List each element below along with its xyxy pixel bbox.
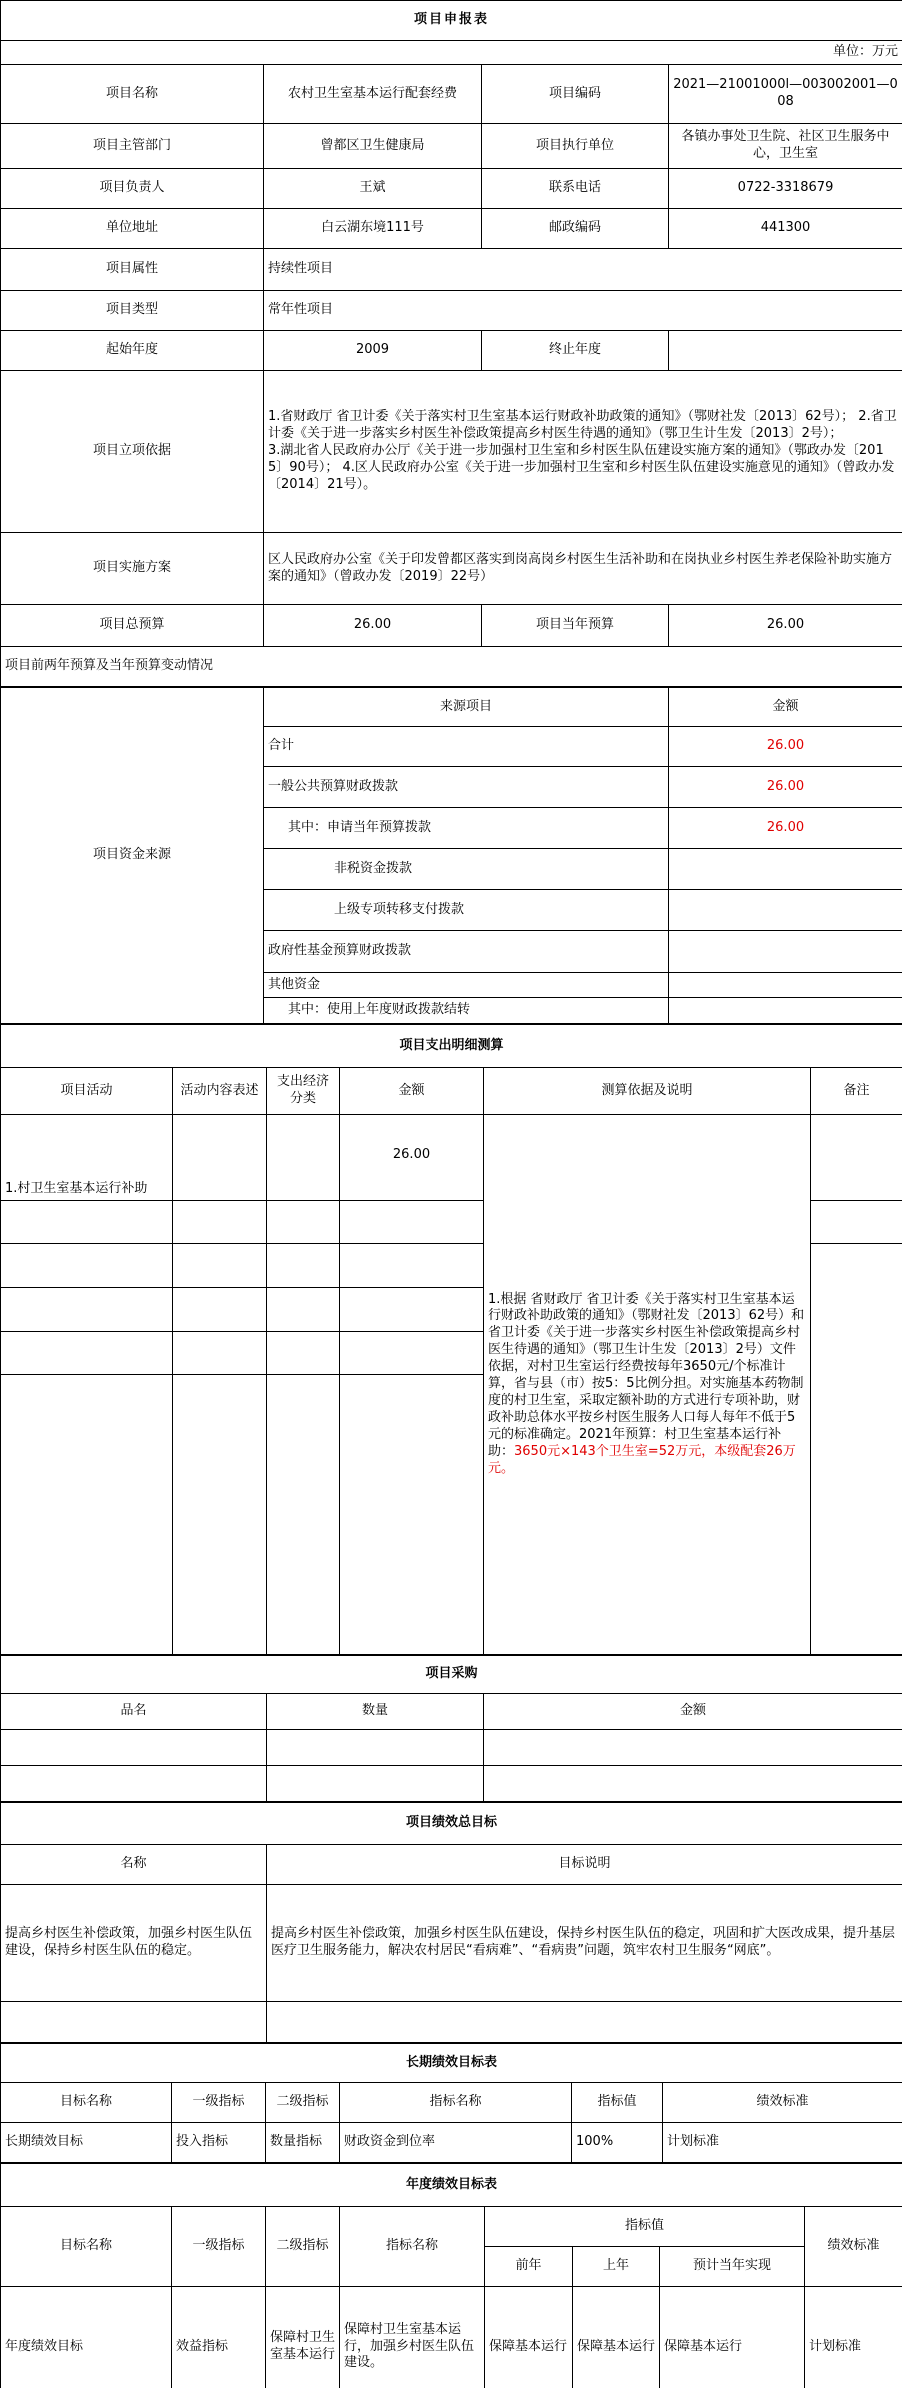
annual-l2-header: 二级指标	[266, 2207, 340, 2287]
funding-row-amount	[669, 973, 902, 998]
longterm-indicator-value: 财政资金到位率	[340, 2123, 572, 2163]
longterm-l2-value: 数量指标	[266, 2123, 340, 2163]
dept-value: 曾都区卫生健康局	[264, 124, 482, 169]
annual-section-title: 年度绩效目标表	[1, 2164, 902, 2207]
expense-basis-highlight: 3650元×143个卫生室=52万元，本级配套26万元。	[488, 1443, 796, 1476]
expense-amount-header: 金额	[340, 1068, 484, 1115]
expense-note-header: 备注	[811, 1068, 902, 1115]
funding-source-header: 来源项目	[264, 688, 669, 727]
longterm-value-value: 100%	[572, 2123, 663, 2163]
plan-label: 项目实施方案	[1, 533, 264, 605]
longterm-standard-value: 计划标准	[663, 2123, 902, 2163]
funding-row-amount	[669, 931, 902, 973]
attr-value: 持续性项目	[264, 249, 902, 291]
annual-prev2-value: 保障基本运行	[485, 2287, 573, 2388]
expense-content-cell	[173, 1115, 267, 1201]
type-label: 项目类型	[1, 291, 264, 331]
project-code-value: 2021—21001000l—003002001—008	[669, 65, 902, 124]
goal-section-title: 项目绩效总目标	[1, 1803, 902, 1845]
total-budget-label: 项目总预算	[1, 605, 264, 647]
budget-change-label: 项目前两年预算及当年预算变动情况	[1, 647, 902, 687]
annual-prev2-header: 前年	[485, 2247, 573, 2287]
attr-label: 项目属性	[1, 249, 264, 291]
annual-l1-header: 一级指标	[172, 2207, 266, 2287]
project-name-value: 农村卫生室基本运行配套经费	[264, 65, 482, 124]
annual-l1-value: 效益指标	[172, 2287, 266, 2388]
longterm-indicator-header: 指标名称	[340, 2083, 572, 2123]
longterm-l1-value: 投入指标	[172, 2123, 266, 2163]
annual-indicator-value: 保障村卫生室基本运行，加强乡村医生队伍建设。	[340, 2287, 485, 2388]
annual-expect-header: 预计当年实现	[660, 2247, 805, 2287]
funding-row-name: 非税资金拨款	[264, 849, 669, 890]
procure-name-header: 品名	[1, 1694, 267, 1730]
expense-econ-header: 支出经济分类	[267, 1068, 340, 1115]
annual-name-header: 目标名称	[1, 2207, 172, 2287]
funding-row-amount	[669, 849, 902, 890]
procurement-table	[0, 1655, 902, 1802]
goal-name-header: 名称	[1, 1845, 267, 1885]
annual-prev1-header: 上年	[573, 2247, 660, 2287]
funding-amount-header: 金额	[669, 688, 902, 727]
leader-value: 王斌	[264, 169, 482, 209]
longterm-l2-header: 二级指标	[266, 2083, 340, 2123]
phone-value: 0722-3318679	[669, 169, 902, 209]
goal-table	[0, 1802, 902, 2043]
phone-label: 联系电话	[482, 169, 669, 209]
funding-row-name: 合计	[264, 727, 669, 767]
address-value: 白云湖东境111号	[264, 209, 482, 249]
expense-activity-value: 1.村卫生室基本运行补助	[1, 1115, 173, 1201]
annual-table	[0, 2163, 902, 2388]
expense-activity-header: 项目活动	[1, 1068, 173, 1115]
end-year-value	[669, 331, 902, 371]
exec-unit-label: 项目执行单位	[482, 124, 669, 169]
annual-expect-value: 保障基本运行	[660, 2287, 805, 2388]
annual-prev1-value: 保障基本运行	[573, 2287, 660, 2388]
annual-value-header: 指标值	[485, 2207, 805, 2247]
longterm-name-header: 目标名称	[1, 2083, 172, 2123]
annual-standard-value: 计划标准	[805, 2287, 902, 2388]
expense-table	[0, 1024, 902, 1655]
annual-standard-header: 绩效标准	[805, 2207, 902, 2287]
start-year-value: 2009	[264, 331, 482, 371]
total-budget-value: 26.00	[264, 605, 482, 647]
expense-basis-cell	[484, 1115, 811, 1655]
annual-indicator-header: 指标名称	[340, 2207, 485, 2287]
annual-l2-value: 保障村卫生室基本运行	[266, 2287, 340, 2388]
expense-section-title: 项目支出明细测算	[1, 1025, 902, 1068]
funding-row-amount	[669, 890, 902, 931]
leader-label: 项目负责人	[1, 169, 264, 209]
expense-basis-header: 测算依据及说明	[484, 1068, 811, 1115]
expense-amount-value: 26.00	[340, 1115, 484, 1201]
basic-info-table	[0, 0, 902, 687]
expense-content-header: 活动内容表述	[173, 1068, 267, 1115]
funding-label: 项目资金来源	[1, 688, 264, 1024]
goal-name-value: 提高乡村医生补偿政策，加强乡村医生队伍建设，保持乡村医生队伍的稳定。	[1, 1885, 267, 2002]
zip-value: 441300	[669, 209, 902, 249]
address-label: 单位地址	[1, 209, 264, 249]
funding-row-name: 政府性基金预算财政拨款	[264, 931, 669, 973]
longterm-standard-header: 绩效标准	[663, 2083, 902, 2123]
type-value: 常年性项目	[264, 291, 902, 331]
zip-label: 邮政编码	[482, 209, 669, 249]
goal-desc-value: 提高乡村医生补偿政策，加强乡村医生队伍建设，保持乡村医生队伍的稳定，巩固和扩大医改成果，提升基层医疗卫生服务能力，解决农村居民“看病难”、“看病贵”问题，筑牢农村卫生服务“网底”。	[267, 1885, 902, 2002]
longterm-value-header: 指标值	[572, 2083, 663, 2123]
end-year-label: 终止年度	[482, 331, 669, 371]
goal-desc-header: 目标说明	[267, 1845, 902, 1885]
funding-row-name: 一般公共预算财政拨款	[264, 767, 669, 808]
current-budget-value: 26.00	[669, 605, 902, 647]
basis-text: 1.省财政厅 省卫计委《关于落实村卫生室基本运行财政补助政策的通知》（鄂财社发〔2013〕62号）； 2.省卫计委《关于进一步落实乡村医生补偿政策提高乡村医生待遇的通知》（鄂卫生计生发〔2013〕2号）； 3.湖北省人民政府办公厅《关于进一步加强村卫生室和乡村医生队伍建设实施方案的通知》（鄂政办发〔2015〕90号）； 4.区人民政府办公室《关于进一步加强村卫生室和乡村医生队伍建设实施意见的通知》（曾政办发〔2014〕21号）。	[264, 371, 902, 533]
funding-row-amount: 26.00	[669, 727, 902, 767]
funding-row-name: 其中：使用上年度财政拨款结转	[264, 998, 669, 1024]
funding-row-amount: 26.00	[669, 808, 902, 849]
funding-row-name: 上级专项转移支付拨款	[264, 890, 669, 931]
funding-row-name: 其他资金	[264, 973, 669, 998]
exec-unit-value: 各镇办事处卫生院、社区卫生服务中心，卫生室	[669, 124, 902, 169]
expense-note-cell	[811, 1115, 902, 1201]
current-budget-label: 项目当年预算	[482, 605, 669, 647]
start-year-label: 起始年度	[1, 331, 264, 371]
annual-name-value: 年度绩效目标	[1, 2287, 172, 2388]
longterm-l1-header: 一级指标	[172, 2083, 266, 2123]
longterm-table	[0, 2043, 902, 2163]
basis-label: 项目立项依据	[1, 371, 264, 533]
longterm-section-title: 长期绩效目标表	[1, 2044, 902, 2083]
dept-label: 项目主管部门	[1, 124, 264, 169]
project-code-label: 项目编码	[482, 65, 669, 124]
plan-text: 区人民政府办公室《关于印发曾都区落实到岗高岗乡村医生生活补助和在岗执业乡村医生养老保险补助实施方案的通知》（曾政办发〔2019〕22号）	[264, 533, 902, 605]
project-name-label: 项目名称	[1, 65, 264, 124]
funding-row-name: 其中：申请当年预算拨款	[264, 808, 669, 849]
funding-row-amount: 26.00	[669, 767, 902, 808]
expense-basis-text: 1.根据 省财政厅 省卫计委《关于落实村卫生室基本运行财政补助政策的通知》（鄂财社发〔2013〕62号）和省卫计委《关于进一步落实乡村医生补偿政策提高乡村医生待遇的通知》（鄂卫生计生发〔2013〕2号）文件依据，对村卫生室运行经费按每年3650元/个标准计算，省与县（市）按5：5比例分担。对实施基本药物制度的村卫生室，采取定额补助的方式进行专项补助，财政补助总体水平按乡村医生服务人口每人每年不低于5元的标准确定。2021年预算：村卫生室基本运行补助：	[488, 1291, 805, 1459]
funding-row-amount	[669, 998, 902, 1024]
form-title: 项目申报表	[1, 1, 902, 41]
unit-label: 单位：万元	[1, 41, 902, 65]
expense-econ-cell	[267, 1115, 340, 1201]
longterm-name-value: 长期绩效目标	[1, 2123, 172, 2163]
funding-table	[0, 687, 902, 1024]
procure-amount-header: 金额	[484, 1694, 902, 1730]
procure-qty-header: 数量	[267, 1694, 484, 1730]
procure-section-title: 项目采购	[1, 1656, 902, 1694]
